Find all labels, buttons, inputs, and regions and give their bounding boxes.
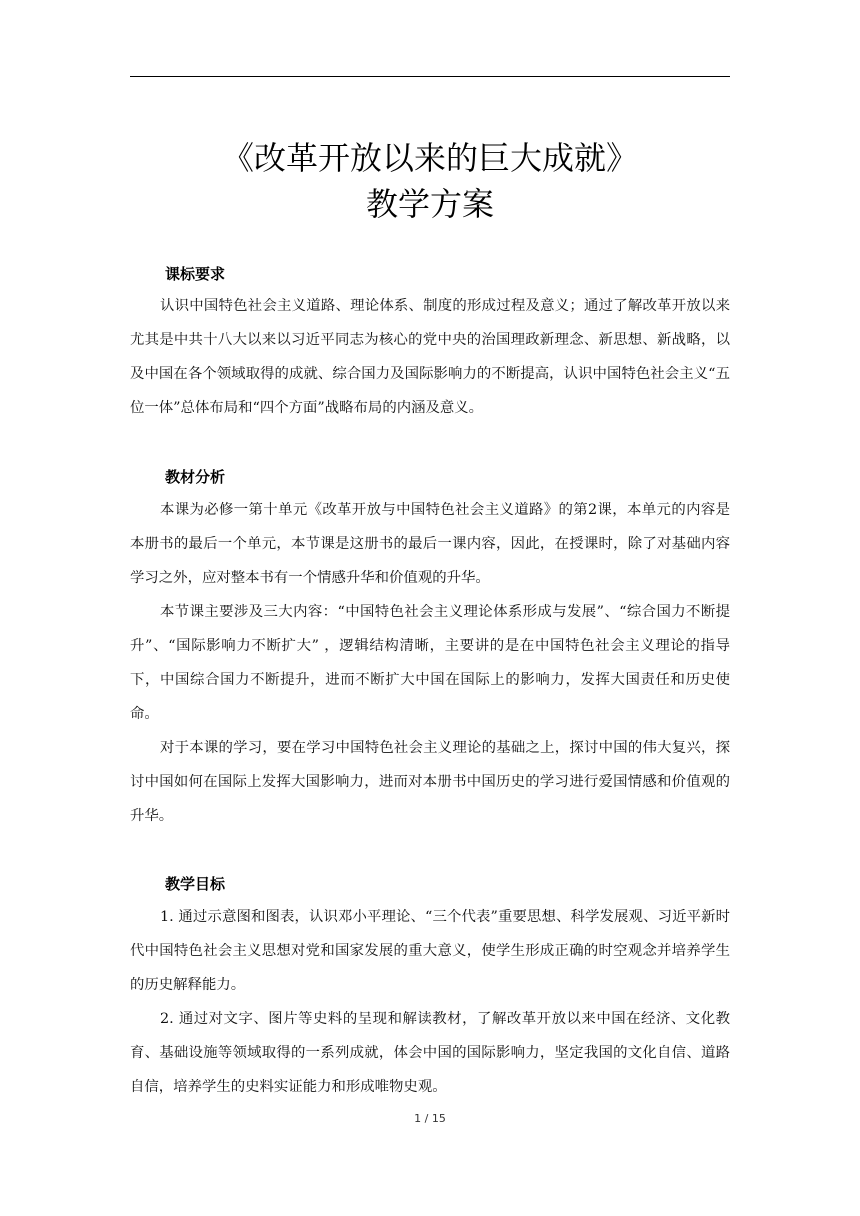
section-heading-objectives: 教学目标 bbox=[165, 875, 226, 893]
page-indicator: 1 / 15 bbox=[414, 1112, 446, 1125]
paragraph: 本课为必修一第十单元《改革开放与中国特色社会主义道路》的第2课，本单元的内容是本册书的最后一个单元，本节课是这册书的最后一课内容，因此，在授课时，除了对基础内容学习之外，应对整本书有一个情感升华和价值观的升华。 bbox=[130, 502, 730, 586]
header-rule bbox=[130, 76, 730, 77]
document-title: 《改革开放以来的巨大成就》 bbox=[221, 139, 638, 177]
section-heading-curriculum: 课标要求 bbox=[165, 265, 226, 283]
paragraph: 对于本课的学习，要在学习中国特色社会主义理论的基础之上，探讨中国的伟大复兴，探讨中国如何在国际上发挥大国影响力，进而对本册书中国历史的学习进行爱国情感和价值观的升华。 bbox=[130, 740, 730, 824]
paragraph: 认识中国特色社会主义道路、理论体系、制度的形成过程及意义；通过了解改革开放以来尤其是中共十八大以来以习近平同志为核心的党中央的治国理政新理念、新思想、新战略，以及中国在各个领域取得的成就、综合国力及国际影响力的不断提高，认识中国特色社会主义“五位一体”总体布局和“四个方面”战略布局的内涵及意义。 bbox=[130, 298, 730, 416]
paragraph: 本节课主要涉及三大内容：“中国特色社会主义理论体系形成与发展”、“综合国力不断提升”、“国际影响力不断扩大” ，逻辑结构清晰，主要讲的是在中国特色社会主义理论的指导下，中国综合国力不断提升，进而不断扩大中国在国际上的影响力，发挥大国责任和历史使命。 bbox=[130, 604, 730, 722]
paragraph: 1. 通过示意图和图表，认识邓小平理论、“三个代表”重要思想、科学发展观、习近平新时代中国特色社会主义思想对党和国家发展的重大意义，使学生形成正确的时空观念并培养学生的历史解释能力。 bbox=[130, 909, 730, 993]
paragraph: 2. 通过对文字、图片等史料的呈现和解读教材，了解改革开放以来中国在经济、文化教育、基础设施等领域取得的一系列成就，体会中国的国际影响力，坚定我国的文化自信、道路自信，培养学生的史料实证能力和形成唯物史观。 bbox=[130, 1011, 730, 1095]
document-subtitle: 教学方案 bbox=[365, 185, 494, 223]
section-heading-textbook: 教材分析 bbox=[165, 468, 226, 486]
